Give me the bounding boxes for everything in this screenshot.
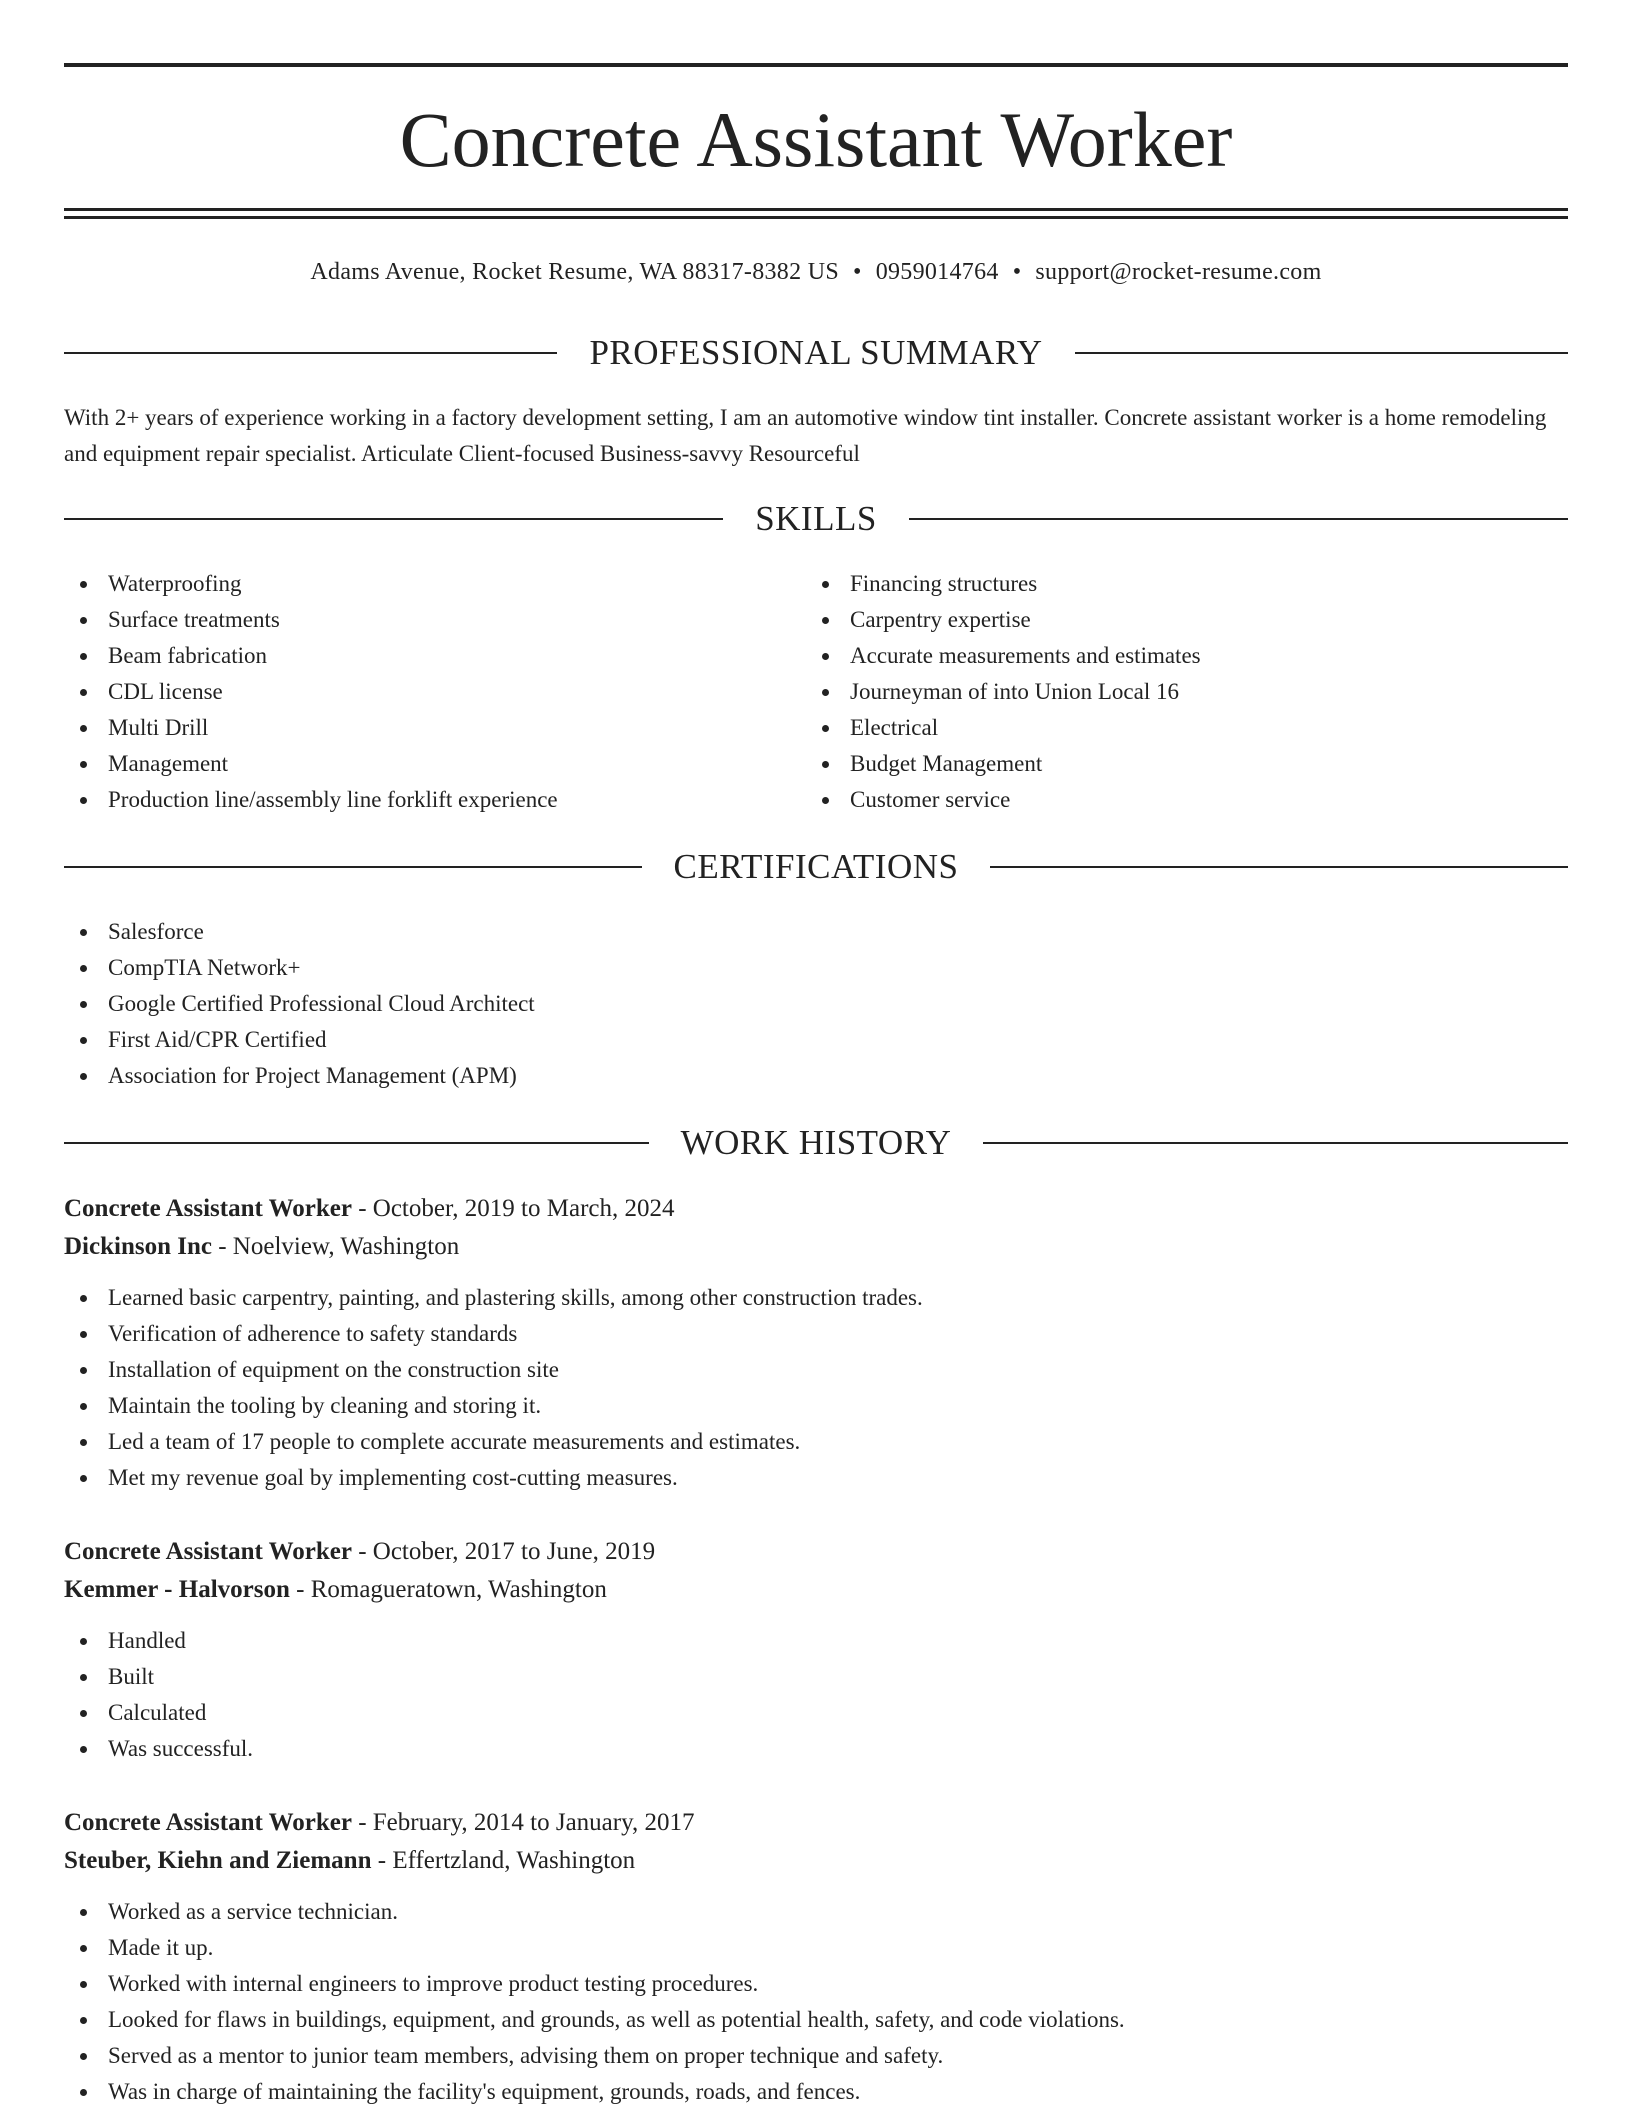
job-dash: - [351,1538,373,1565]
skill-item: Financing structures [806,566,1546,602]
job-duties-list [64,1623,1568,1767]
skill-item: Journeyman of into Union Local 16 [806,674,1546,710]
skill-item: Accurate measurements and estimates [806,638,1546,674]
job-duty: Was successful. [64,1731,1568,1767]
job-duties-list [64,1280,1568,1496]
certification-item: Google Certified Professional Cloud Architect [64,986,1568,1022]
skill-item: Production line/assembly line forklift experience [64,782,804,818]
section-heading-summary [64,333,1568,373]
heading-rule [909,518,1568,520]
section-heading-label: SKILLS [755,499,877,538]
job-title-line [64,1533,1568,1571]
skill-item: Beam fabrication [64,638,804,674]
job-entry [64,1804,1568,2110]
resume-page [64,0,1568,2112]
contact-email: support@rocket-resume.com [1035,259,1322,285]
job-role: Concrete Assistant Worker [64,1195,352,1222]
skill-item: Surface treatments [64,602,804,638]
skill-item: Waterproofing [64,566,804,602]
job-duty: Verification of adherence to safety standards [64,1316,1568,1352]
job-dates: February, 2014 to January, 2017 [372,1809,695,1836]
heading-rule [983,1142,1568,1144]
skill-item: Multi Drill [64,710,804,746]
heading-rule [64,518,723,520]
section-heading-skills [64,499,1568,539]
certification-item: First Aid/CPR Certified [64,1022,1568,1058]
job-duty: Maintain the tooling by cleaning and storing it. [64,1388,1568,1424]
section-heading-work-history [64,1123,1568,1163]
certification-item: Salesforce [64,914,1568,950]
section-heading-label: WORK HISTORY [680,1123,952,1162]
job-dates: October, 2019 to March, 2024 [372,1195,675,1222]
job-duty: Served as a mentor to junior team members, advising them on proper technique and safety. [64,2038,1568,2074]
header-double-rule-upper [64,208,1568,211]
job-entry [64,1190,1568,1496]
skill-item: CDL license [64,674,804,710]
job-duty: Worked as a service technician. [64,1894,1568,1930]
job-duty: Was in charge of maintaining the facility's equipment, grounds, roads, and fences. [64,2074,1568,2110]
job-dash: - [371,1847,393,1874]
skill-item: Electrical [806,710,1546,746]
job-role: Concrete Assistant Worker [64,1538,352,1565]
heading-rule [64,352,557,354]
job-duty: Built [64,1659,1568,1695]
certification-item: Association for Project Management (APM) [64,1058,1568,1094]
header-double-rule-lower [64,216,1568,219]
skill-item: Carpentry expertise [806,602,1546,638]
job-duty: Worked with internal engineers to improve product testing procedures. [64,1966,1568,2002]
heading-rule [64,1142,649,1144]
heading-rule [990,866,1568,868]
job-dates: October, 2017 to June, 2019 [372,1538,656,1565]
skills-list-left [64,566,804,818]
job-dash: - [351,1809,373,1836]
section-heading-label: PROFESSIONAL SUMMARY [589,333,1043,372]
job-duty: Handled [64,1623,1568,1659]
contact-separator: • [852,259,862,285]
contact-address: Adams Avenue, Rocket Resume, WA 88317-8382 US [310,259,839,285]
job-duty: Led a team of 17 people to complete accurate measurements and estimates. [64,1424,1568,1460]
job-dash: - [351,1195,373,1222]
job-role: Concrete Assistant Worker [64,1809,352,1836]
section-heading-label: CERTIFICATIONS [673,847,959,886]
skill-item: Customer service [806,782,1546,818]
job-entry [64,1533,1568,1767]
heading-rule [64,866,642,868]
certification-item: CompTIA Network+ [64,950,1568,986]
job-duty: Installation of equipment on the construction site [64,1352,1568,1388]
job-title-line [64,1190,1568,1228]
resume-title: Concrete Assistant Worker [399,96,1233,183]
job-location: Effertzland, Washington [392,1847,636,1874]
certifications-list [64,914,1568,1094]
skill-item: Budget Management [806,746,1546,782]
contact-separator: • [1012,259,1022,285]
job-company-line [64,1228,1568,1266]
summary-text: With 2+ years of experience working in a factory development setting, I am an automotive window tint installer. Concrete assistant worker is a home remodeling and equipment repair specialist. Articulate Client-focused Business-savvy Resourceful [64,405,1547,466]
job-location: Noelview, Washington [232,1233,460,1260]
section-heading-certifications [64,847,1568,887]
job-duty: Met my revenue goal by implementing cost-cutting measures. [64,1460,1568,1496]
skill-item: Management [64,746,804,782]
job-title-line [64,1804,1568,1842]
job-company: Steuber, Kiehn and Ziemann [64,1847,372,1874]
heading-rule [1075,352,1568,354]
job-duty: Learned basic carpentry, painting, and plastering skills, among other construction trades. [64,1280,1568,1316]
job-duty: Calculated [64,1695,1568,1731]
job-location: Romagueratown, Washington [310,1576,607,1603]
contact-line [64,256,1568,288]
job-company-line [64,1842,1568,1880]
job-company: Kemmer - Halvorson [64,1576,290,1603]
contact-phone: 0959014764 [875,259,999,285]
job-company: Dickinson Inc [64,1233,212,1260]
skills-list-right [806,566,1546,818]
header-top-rule [64,63,1568,67]
job-company-line [64,1571,1568,1609]
job-duty: Made it up. [64,1930,1568,1966]
job-duties-list [64,1894,1568,2110]
job-duty: Looked for flaws in buildings, equipment, and grounds, as well as potential health, safety, and code violations. [64,2002,1568,2038]
job-dash: - [211,1233,233,1260]
job-dash: - [289,1576,311,1603]
